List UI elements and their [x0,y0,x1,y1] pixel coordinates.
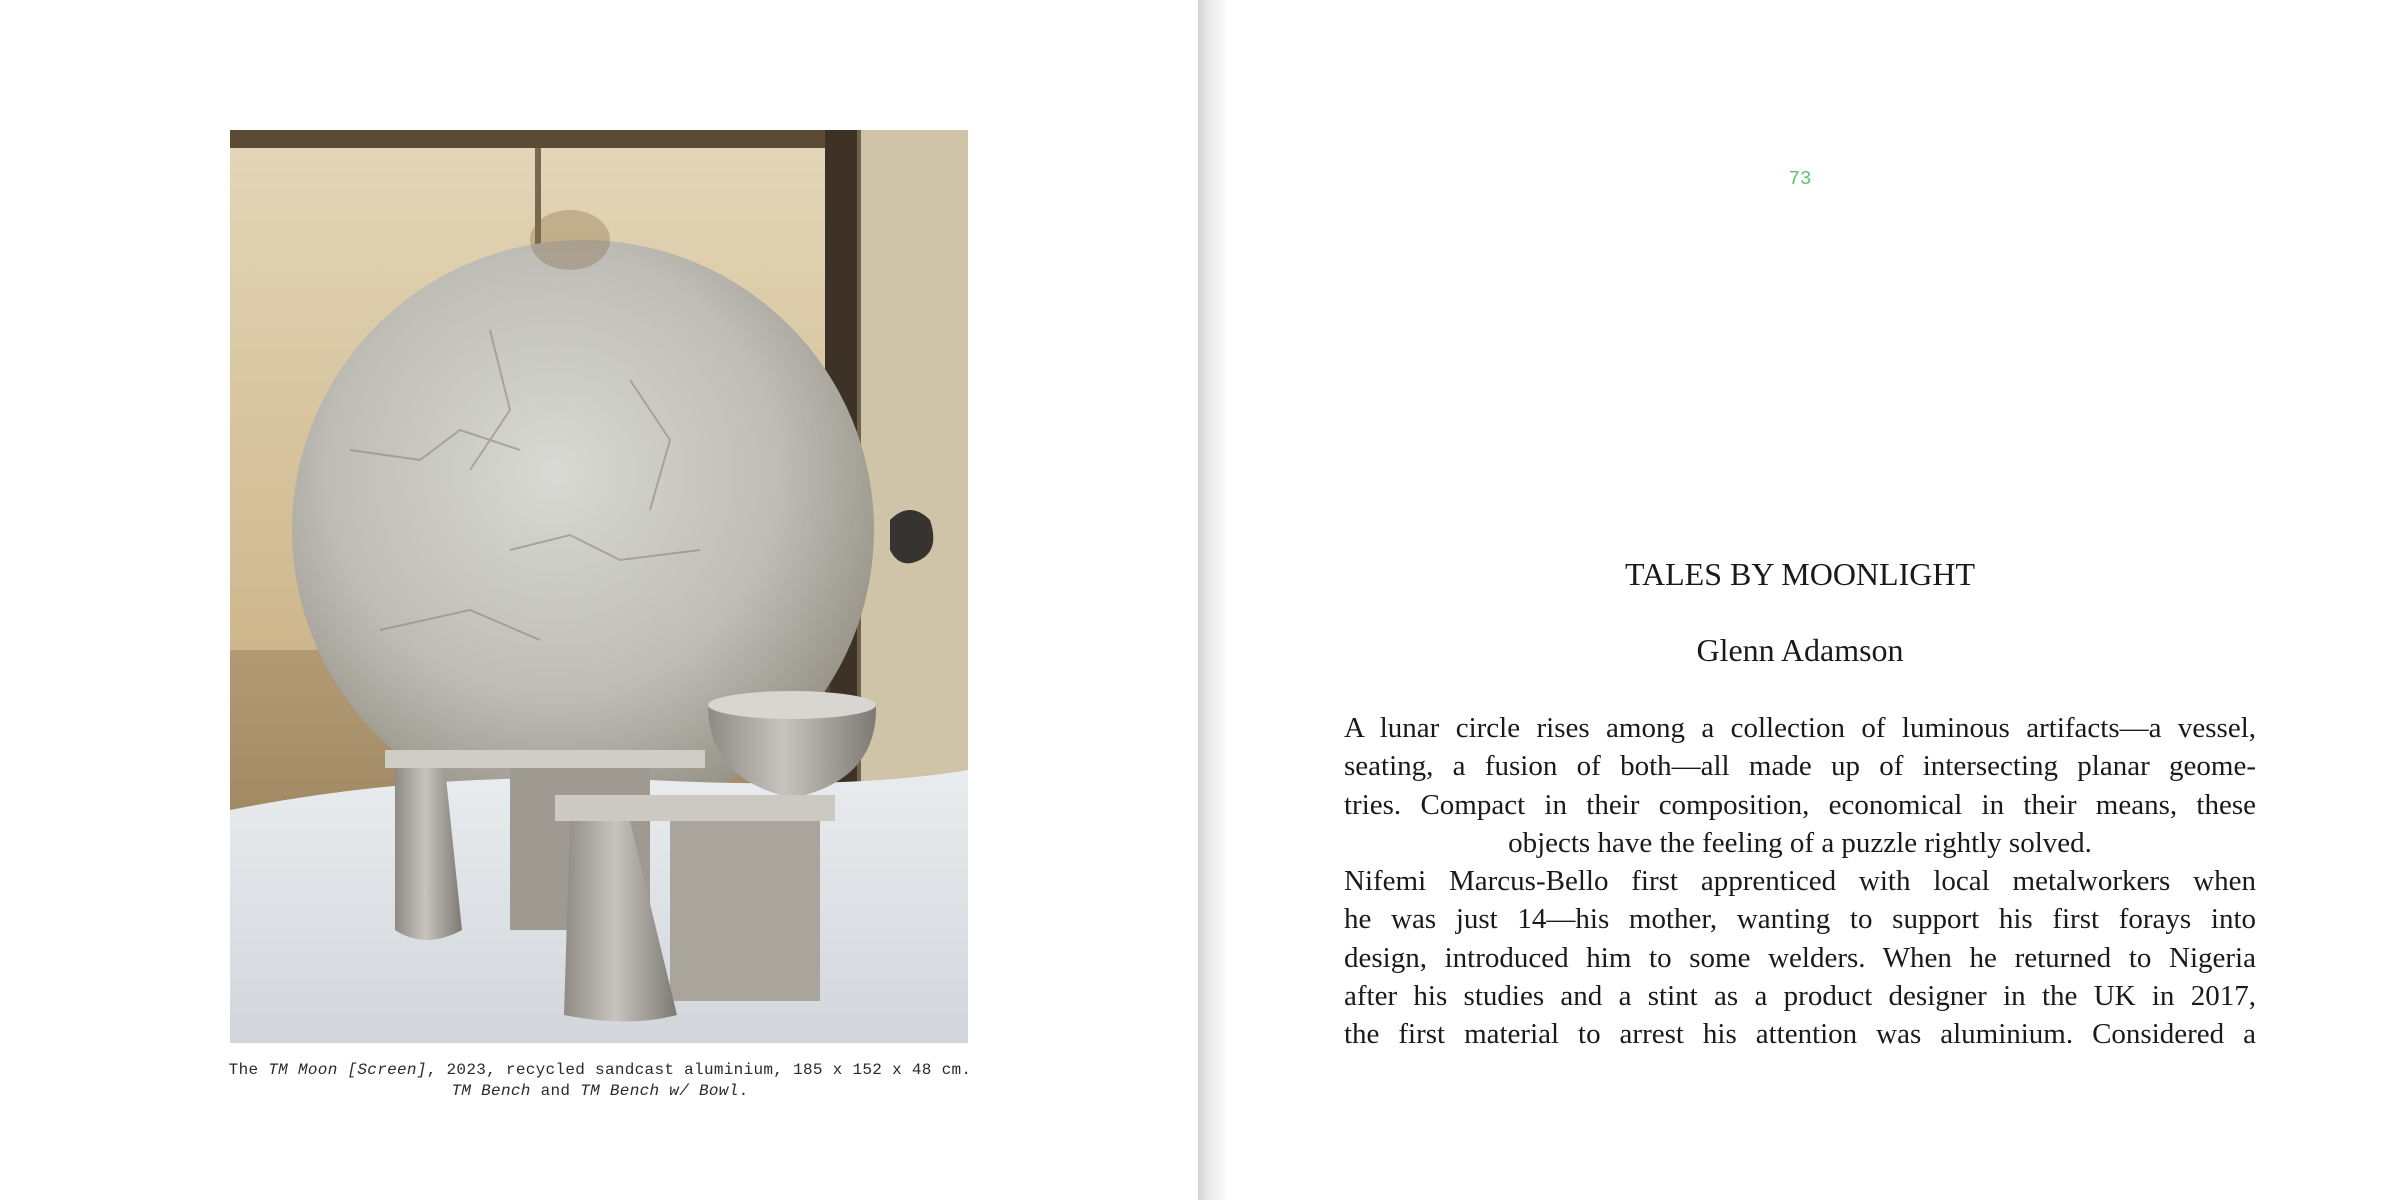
right-page [1228,0,2400,1200]
body-line: the first material to arrest his attention was aluminium. Considered a [1344,1018,2256,1051]
caption-artwork-title: TM Moon [Screen] [268,1061,427,1079]
book-gutter [1198,0,1228,1200]
essay-author: Glenn Adamson [1696,632,1904,668]
caption-bench-title: TM Bench [451,1082,531,1100]
essay-body [1344,709,2256,1054]
body-line: A lunar circle rises among a collection of luminous artifacts—a vessel, [1344,712,2256,744]
caption-bench-bowl-title: TM Bench w/ Bowl [580,1082,739,1100]
essay-title: TALES BY MOONLIGHT [1625,556,1975,592]
caption-line2-mid: and [530,1082,581,1100]
artwork-photo [230,130,968,1043]
photo-caption [150,1060,1050,1102]
body-line: seating, a fusion of both—all made up of intersecting planar geome- [1344,750,2256,783]
body-line: Nifemi Marcus-Bello first apprenticed with local metalworkers when [1344,865,2256,898]
body-line: objects have the feeling of a puzzle rightly solved. [1508,826,2092,859]
page-number: 73 [1788,168,1812,190]
caption-line1-pre: The [228,1061,269,1079]
left-page [0,0,1198,1200]
body-line: he was just 14—his mother, wanting to support his first forays into [1344,903,2256,936]
body-line: after his studies and a stint as a product designer in the UK in 2017, [1344,980,2256,1013]
caption-line-1 [150,1060,1050,1081]
body-line: design, introduced him to some welders. When he returned to Nigeria [1344,941,2256,974]
body-line: tries. Compact in their composition, economical in their means, these [1344,788,2256,821]
caption-line2-end: . [738,1082,749,1100]
caption-line-2 [150,1081,1050,1102]
caption-line1-post: , 2023, recycled sandcast aluminium, 185 x 152 x 48 cm. [426,1061,972,1079]
